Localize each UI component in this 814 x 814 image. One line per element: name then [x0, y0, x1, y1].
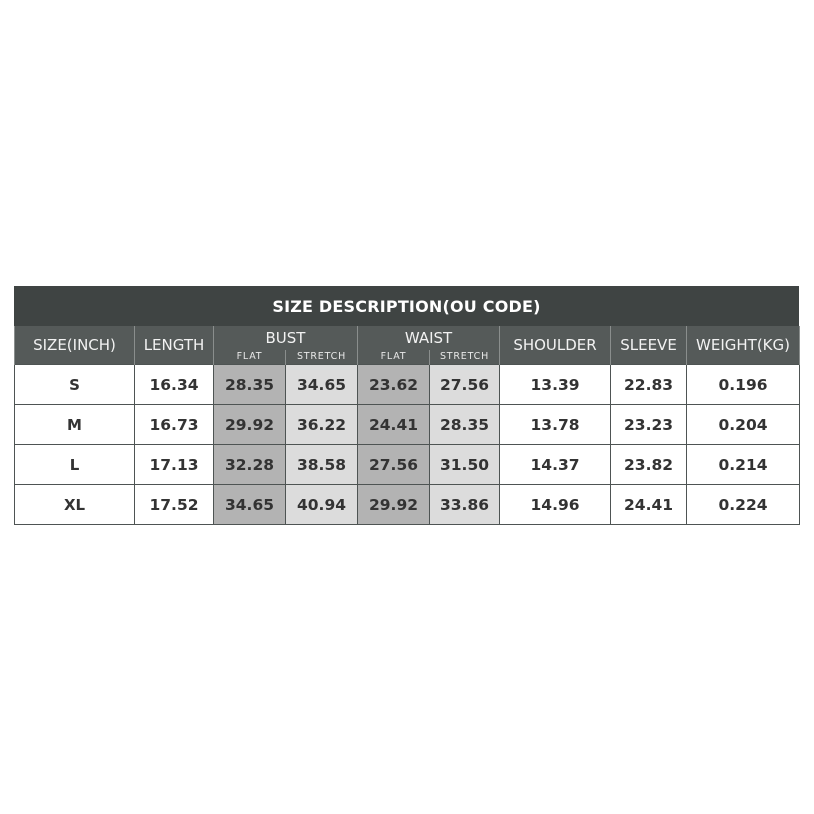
cell-bust-stretch: 34.65 — [286, 365, 358, 405]
cell-bust-flat: 28.35 — [214, 365, 286, 405]
cell-length: 16.73 — [135, 405, 214, 445]
cell-waist-flat: 24.41 — [358, 405, 430, 445]
header-waist: WAIST — [358, 326, 500, 350]
cell-size: M — [15, 405, 135, 445]
header-bust-stretch: STRETCH — [286, 350, 358, 365]
cell-waist-flat: 27.56 — [358, 445, 430, 485]
cell-sleeve: 22.83 — [611, 365, 687, 405]
table-body — [15, 365, 800, 525]
table-row — [15, 365, 800, 405]
cell-bust-flat: 29.92 — [214, 405, 286, 445]
cell-bust-stretch: 36.22 — [286, 405, 358, 445]
table-row — [15, 405, 800, 445]
cell-bust-flat: 32.28 — [214, 445, 286, 485]
table-row — [15, 485, 800, 525]
header-length: LENGTH — [135, 326, 214, 365]
size-chart — [14, 286, 799, 525]
table-header — [15, 326, 800, 365]
header-bust-flat: FLAT — [214, 350, 286, 365]
cell-length: 16.34 — [135, 365, 214, 405]
cell-sleeve: 24.41 — [611, 485, 687, 525]
chart-title: SIZE DESCRIPTION(OU CODE) — [14, 286, 799, 326]
header-shoulder: SHOULDER — [500, 326, 611, 365]
cell-size: S — [15, 365, 135, 405]
cell-size: L — [15, 445, 135, 485]
header-size: SIZE(INCH) — [15, 326, 135, 365]
cell-bust-flat: 34.65 — [214, 485, 286, 525]
header-weight: WEIGHT(KG) — [687, 326, 800, 365]
cell-waist-stretch: 28.35 — [430, 405, 500, 445]
cell-shoulder: 14.96 — [500, 485, 611, 525]
cell-waist-flat: 29.92 — [358, 485, 430, 525]
header-waist-flat: FLAT — [358, 350, 430, 365]
cell-length: 17.13 — [135, 445, 214, 485]
table-row — [15, 445, 800, 485]
header-waist-stretch: STRETCH — [430, 350, 500, 365]
cell-shoulder: 13.39 — [500, 365, 611, 405]
cell-sleeve: 23.82 — [611, 445, 687, 485]
cell-weight: 0.204 — [687, 405, 800, 445]
cell-weight: 0.196 — [687, 365, 800, 405]
cell-waist-stretch: 33.86 — [430, 485, 500, 525]
cell-shoulder: 14.37 — [500, 445, 611, 485]
cell-waist-flat: 23.62 — [358, 365, 430, 405]
cell-waist-stretch: 27.56 — [430, 365, 500, 405]
cell-waist-stretch: 31.50 — [430, 445, 500, 485]
size-table — [14, 326, 800, 525]
cell-weight: 0.224 — [687, 485, 800, 525]
cell-sleeve: 23.23 — [611, 405, 687, 445]
cell-size: XL — [15, 485, 135, 525]
header-sleeve: SLEEVE — [611, 326, 687, 365]
cell-shoulder: 13.78 — [500, 405, 611, 445]
cell-bust-stretch: 38.58 — [286, 445, 358, 485]
cell-length: 17.52 — [135, 485, 214, 525]
cell-weight: 0.214 — [687, 445, 800, 485]
header-bust: BUST — [214, 326, 358, 350]
cell-bust-stretch: 40.94 — [286, 485, 358, 525]
